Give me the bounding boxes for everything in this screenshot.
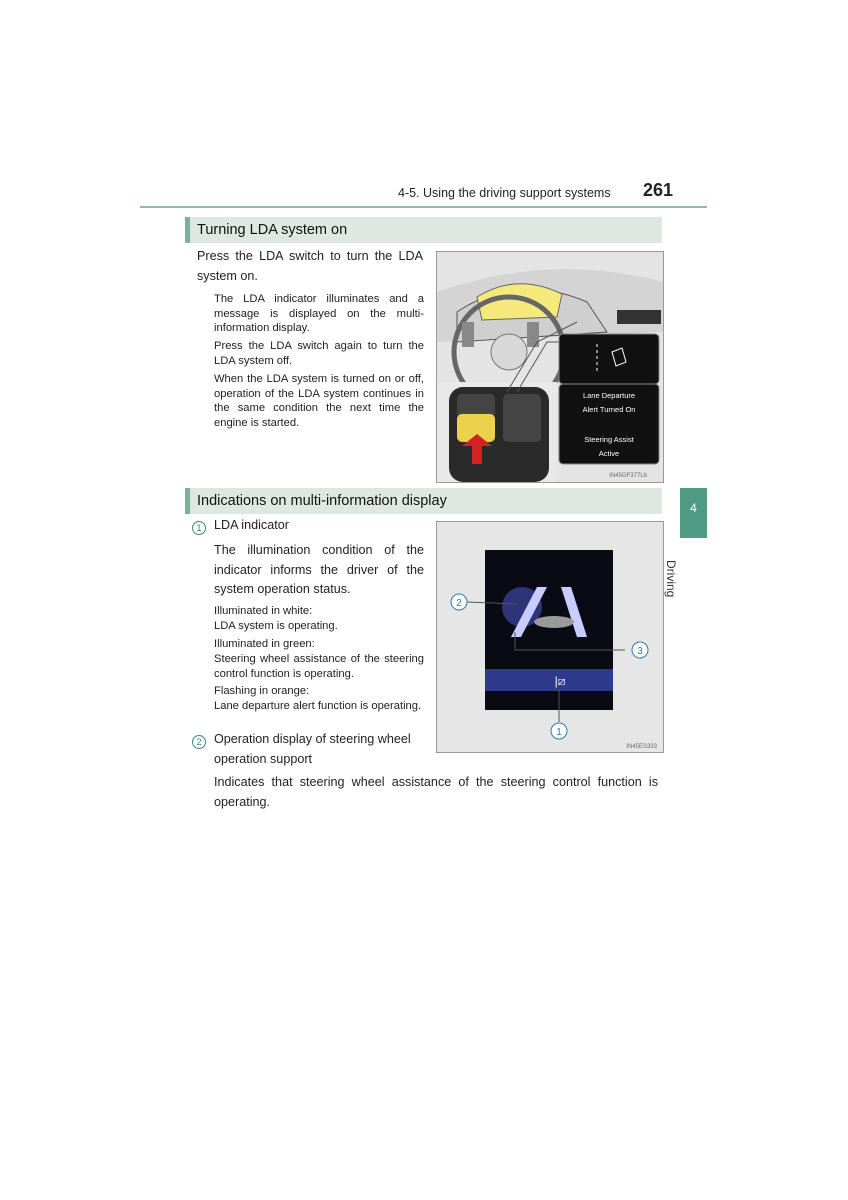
item2-desc: Indicates that steering wheel assistance of the steering control function is operating. (214, 775, 658, 809)
callout-3: 3 (637, 646, 643, 657)
mid-display-figure (436, 521, 664, 753)
note-1: The LDA indicator illuminates and a message is displayed on the multi-information display. (214, 293, 424, 334)
page-number: 261 (643, 180, 674, 200)
callout-2: 2 (456, 598, 462, 609)
state-white-head: Illuminated in white: (214, 605, 313, 617)
item-number-circle: 1 (192, 521, 206, 535)
item1-marker (192, 518, 206, 536)
callout-1: 1 (556, 727, 562, 738)
section-heading-turning-lda (185, 217, 662, 243)
msg-line1: Lane Departure (582, 391, 636, 400)
state-orange-text: Lane departure alert function is operating. (214, 700, 422, 712)
item2-label: Operation display of steering wheel operation support (214, 732, 411, 766)
mid-display-illustration (437, 522, 663, 752)
msg-line4: Active (598, 449, 620, 458)
lda-indicator-icon: |⧄ (554, 674, 566, 688)
chapter-tab-label: Driving (664, 560, 678, 598)
state-green-text: Steering wheel assistance of the steering control function is operating. (214, 653, 424, 680)
lda-switch-illustration (437, 252, 663, 482)
section-accent (185, 217, 190, 243)
section-title: Indications on multi-information display (197, 493, 447, 509)
section-accent (185, 488, 190, 514)
section1-intro: Press the LDA switch to turn the LDA system on. (197, 249, 423, 283)
item1-desc: The illumination condition of the indicator informs the driver of the system operation status. (214, 543, 424, 596)
chapter-tab: 4 (680, 488, 707, 538)
state-orange-head: Flashing in orange: (214, 685, 310, 697)
msg-line3: Steering Assist (584, 435, 634, 444)
item-number-circle: 2 (192, 735, 206, 749)
note-3: When the LDA system is turned on or off, operation of the LDA system continues in the same condition the next time the engine is started. (214, 373, 424, 429)
lda-switch-figure (436, 251, 664, 483)
section-heading-indications (185, 488, 662, 514)
item2-marker (192, 732, 206, 750)
item1-label: LDA indicator (214, 518, 289, 532)
note-2: Press the LDA switch again to turn the LDA system off. (214, 340, 424, 367)
running-header-section: 4-5. Using the driving support systems (398, 186, 611, 200)
figure-code: IN45ES333 (626, 744, 657, 750)
state-white-text: LDA system is operating. (214, 620, 338, 632)
header-rule (140, 206, 707, 208)
figure-code: IN45GF377Lb (609, 473, 647, 479)
section-title: Turning LDA system on (197, 222, 348, 238)
state-green-head: Illuminated in green: (214, 638, 315, 650)
msg-line2: Alert Turned On (582, 405, 636, 414)
